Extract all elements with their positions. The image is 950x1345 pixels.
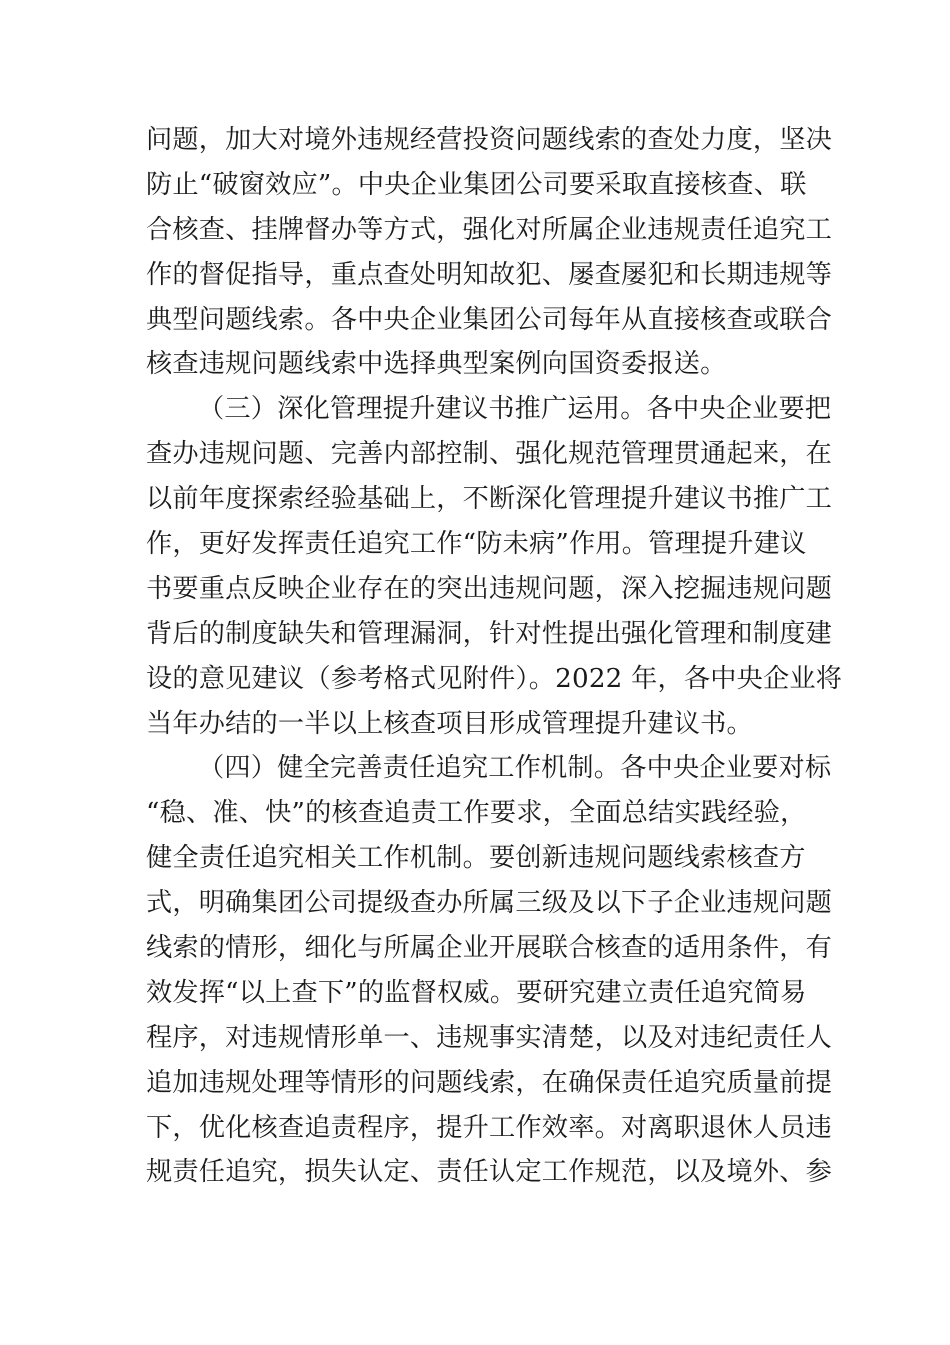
text-line: 规责任追究，损失认定、责任认定工作规范，以及境外、参 xyxy=(146,1157,833,1188)
text-line: 防止“破窗效应”。中央企业集团公司要采取直接核查、联 xyxy=(146,169,807,200)
text-line: 健全责任追究相关工作机制。要创新违规问题线索核查方 xyxy=(146,843,806,874)
text-line: 程序，对违规情形单一、违规事实清楚，以及对违纪责任人 xyxy=(146,1022,833,1053)
text-line: 作的督促指导，重点查处明知故犯、屡查屡犯和长期违规等 xyxy=(146,259,833,290)
document-body xyxy=(146,118,843,1195)
text-line: 以前年度探索经验基础上，不断深化管理提升建议书推广工 xyxy=(146,484,833,515)
text-line: 典型问题线索。各中央企业集团公司每年从直接核查或联合 xyxy=(146,304,833,335)
text-line: 查办违规问题、完善内部控制、强化规范管理贯通起来，在 xyxy=(146,439,833,470)
section-heading-line: （三）深化管理提升建议书推广运用。各中央企业要把 xyxy=(198,394,832,425)
text-line: 当年办结的一半以上核查项目形成管理提升建议书。 xyxy=(146,708,753,739)
text-line: 效发挥“以上查下”的监督权威。要研究建立责任追究简易 xyxy=(146,977,807,1008)
text-line: 追加违规处理等情形的问题线索，在确保责任追究质量前提 xyxy=(146,1067,833,1098)
text-line: 合核查、挂牌督办等方式，强化对所属企业违规责任追究工 xyxy=(146,214,833,245)
text-line: 下，优化核查追责程序，提升工作效率。对离职退休人员违 xyxy=(146,1112,833,1143)
text-line: 核查违规问题线索中选择典型案例向国资委报送。 xyxy=(146,349,727,380)
text-line: “稳、准、快”的核查追责工作要求，全面总结实践经验， xyxy=(146,798,807,829)
text-line: 线索的情形，细化与所属企业开展联合核查的适用条件，有 xyxy=(146,933,833,964)
text-line: 作，更好发挥责任追究工作“防未病”作用。管理提升建议 xyxy=(146,529,807,560)
text-line: 式，明确集团公司提级查办所属三级及以下子企业违规问题 xyxy=(146,888,833,919)
text-line: 书要重点反映企业存在的突出违规问题，深入挖掘违规问题 xyxy=(146,573,833,604)
text-line: 背后的制度缺失和管理漏洞，针对性提出强化管理和制度建 xyxy=(146,618,833,649)
text-line: 问题，加大对境外违规经营投资问题线索的查处力度，坚决 xyxy=(146,125,833,155)
section-heading-line: （四）健全完善责任追究工作机制。各中央企业要对标 xyxy=(198,753,832,784)
text-line: 设的意见建议（参考格式见附件）。2022 年，各中央企业将 xyxy=(146,663,843,694)
